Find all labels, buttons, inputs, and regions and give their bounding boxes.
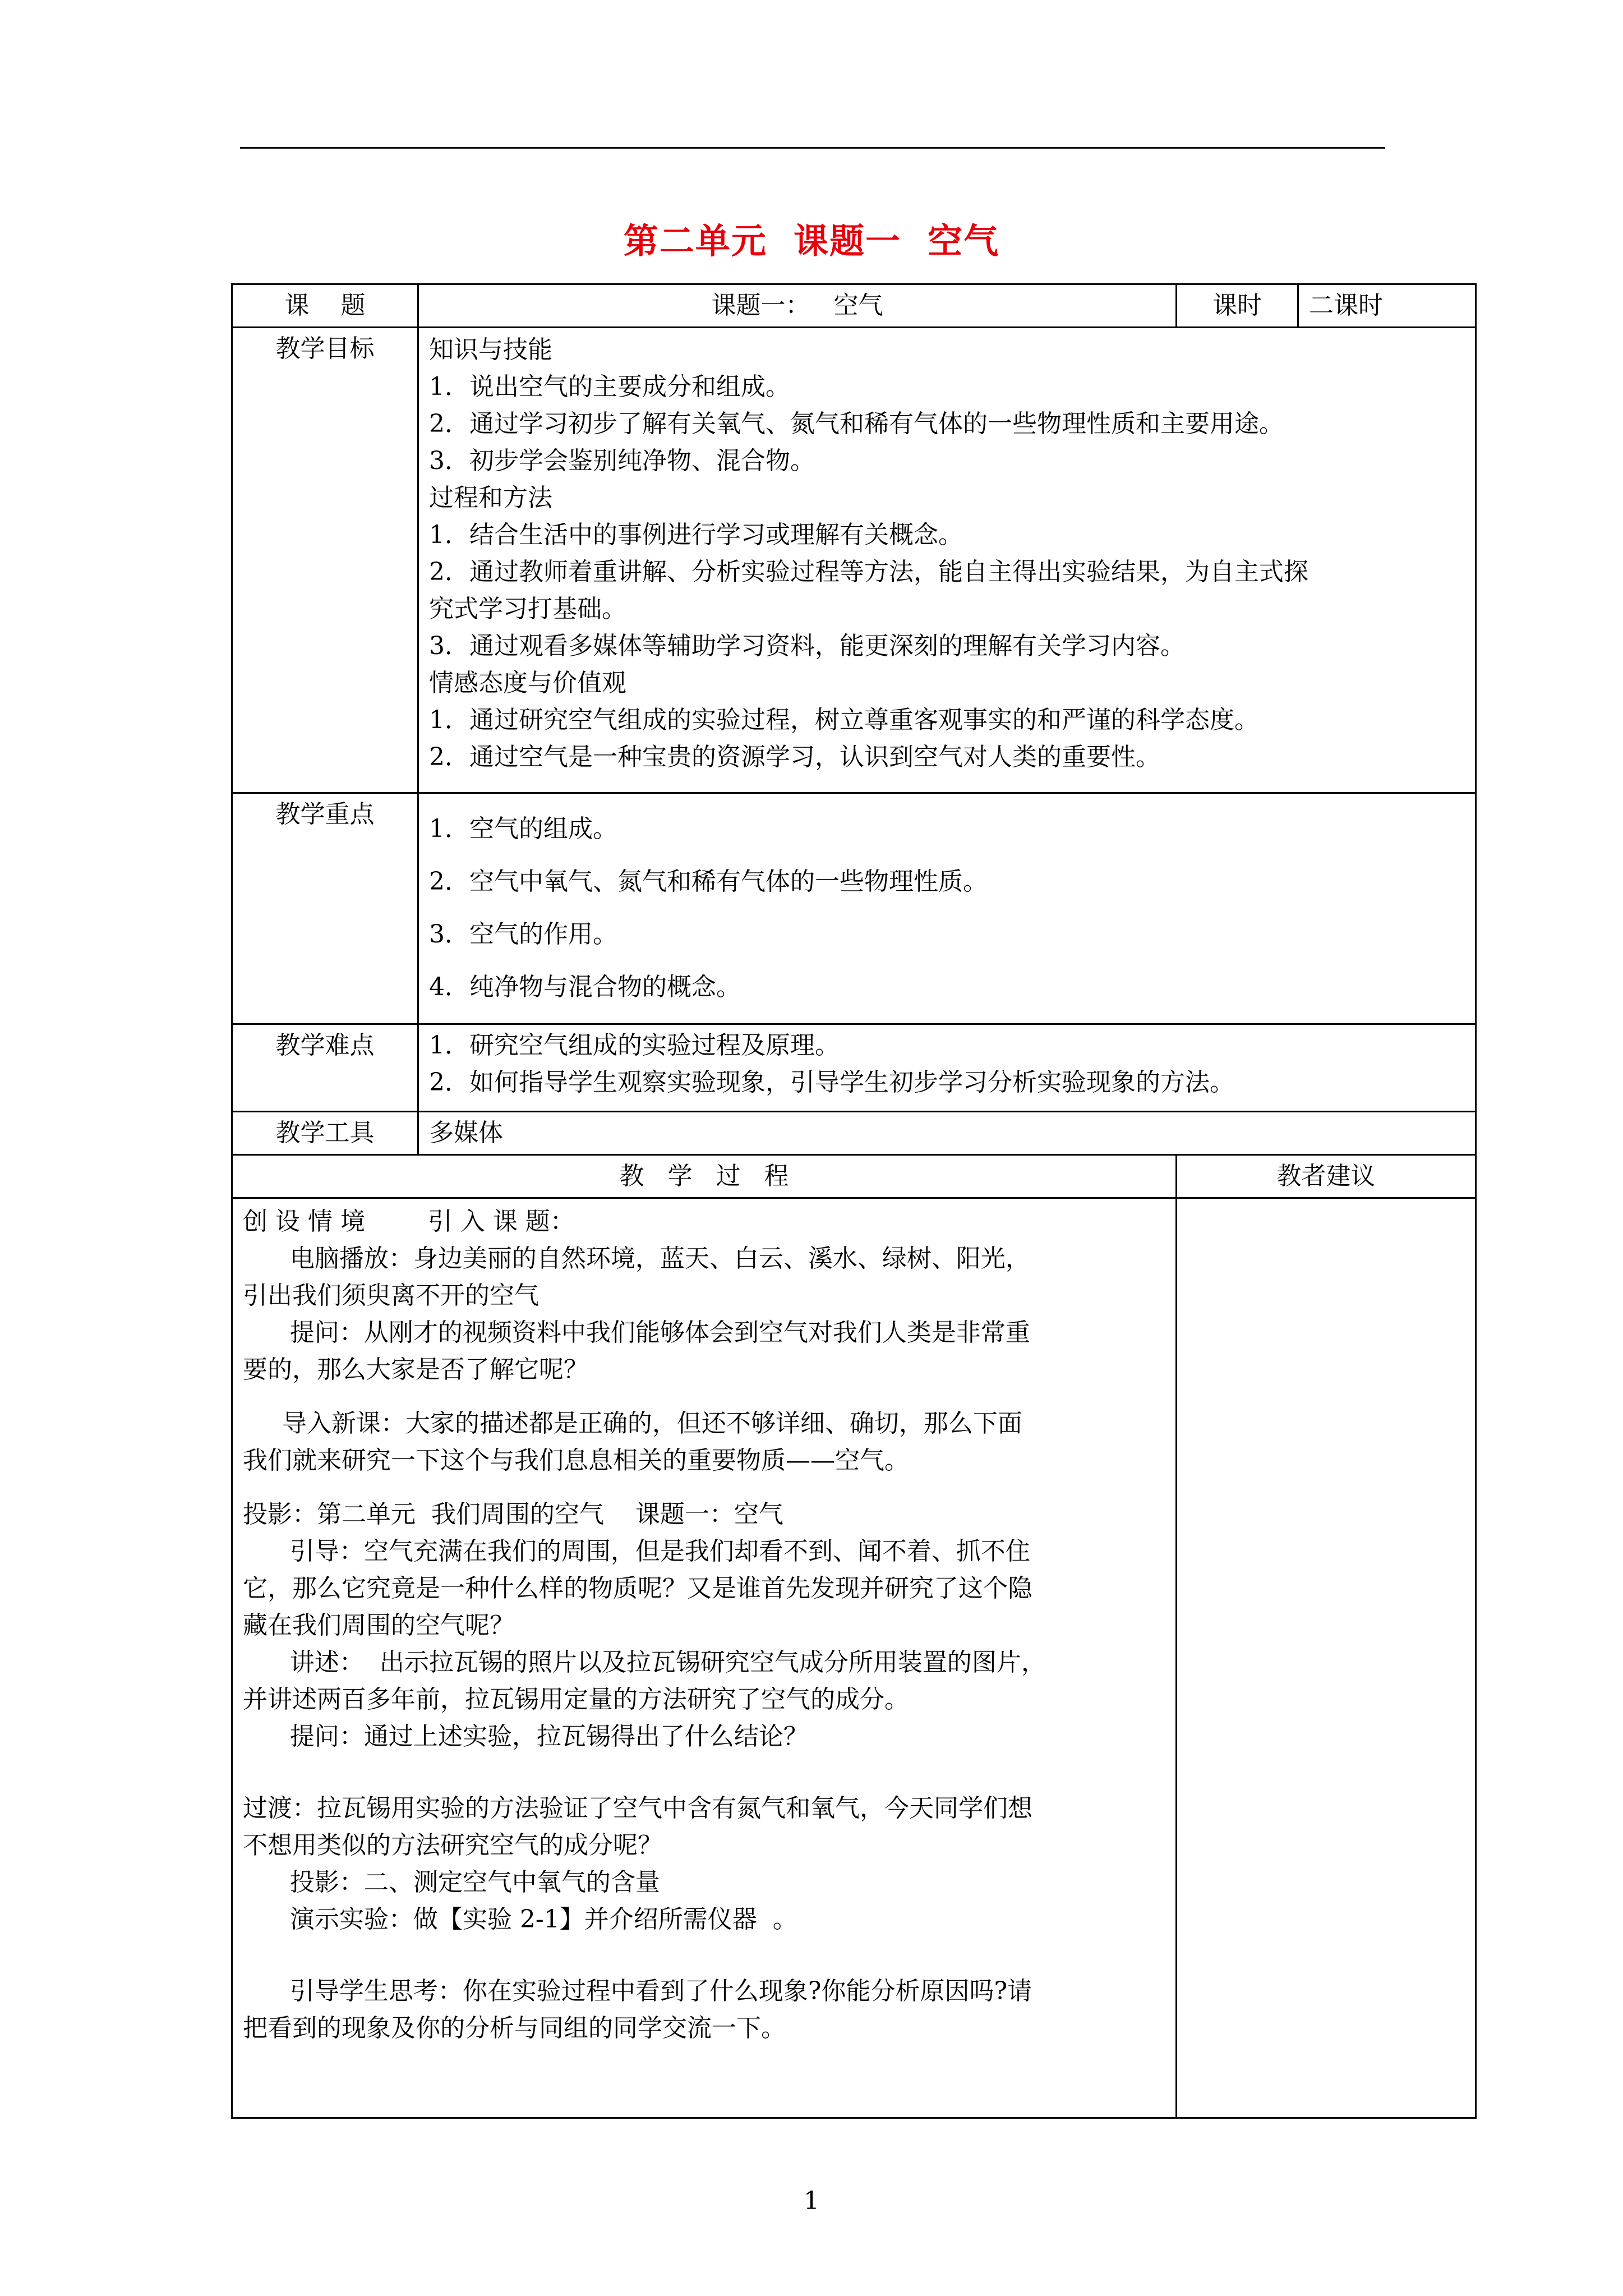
advice-content bbox=[1177, 1198, 1476, 2118]
page-number: 1 bbox=[804, 2187, 819, 2215]
process-line: 过渡：拉瓦锡用实验的方法验证了空气中含有氮气和氧气，今天同学们想 bbox=[243, 1794, 1032, 1823]
tools-row bbox=[232, 1112, 1476, 1155]
key-point-item: 1．空气的组成。 bbox=[429, 815, 617, 843]
process-line: 引导：空气充满在我们的周围，但是我们却看不到、闻不着、抓不住 bbox=[243, 1537, 1030, 1566]
objectives-label: 教学目标 bbox=[232, 328, 418, 793]
objectives-line: 过程和方法 bbox=[429, 484, 552, 512]
objectives-line: 知识与技能 bbox=[429, 335, 552, 364]
key-points-content bbox=[418, 793, 1476, 1024]
difficulties-row bbox=[232, 1024, 1476, 1112]
process-line: 不想用类似的方法研究空气的成分呢？ bbox=[243, 1831, 662, 1860]
lesson-plan-table bbox=[231, 283, 1477, 2119]
hours-label: 课时 bbox=[1177, 284, 1298, 328]
document-title: 第二单元 课题一 空气 bbox=[623, 220, 1000, 261]
objectives-line: 1．结合生活中的事例进行学习或理解有关概念。 bbox=[429, 521, 963, 549]
process-line: 讲述： 出示拉瓦锡的照片以及拉瓦锡研究空气成分所用装置的图片， bbox=[243, 1648, 1046, 1677]
objectives-line: 3．初步学会鉴别纯净物、混合物。 bbox=[429, 447, 815, 475]
key-points-row bbox=[232, 793, 1476, 1024]
process-line: 引出我们须臾离不开的空气 bbox=[243, 1281, 539, 1310]
difficulties-content bbox=[418, 1024, 1476, 1112]
objectives-line: 2．通过学习初步了解有关氧气、氮气和稀有气体的一些物理性质和主要用途。 bbox=[429, 409, 1284, 438]
objectives-row bbox=[232, 328, 1476, 793]
objectives-line: 2．通过空气是一种宝贵的资源学习，认识到空气对人类的重要性。 bbox=[429, 743, 1160, 771]
difficulty-item: 2．如何指导学生观察实验现象，引导学生初步学习分析实验现象的方法。 bbox=[429, 1068, 1234, 1097]
process-line: 藏在我们周围的空气呢？ bbox=[243, 1611, 514, 1640]
key-points-label: 教学重点 bbox=[232, 793, 418, 1024]
key-point-item: 4．纯净物与混合物的概念。 bbox=[429, 973, 741, 1001]
tools-label: 教学工具 bbox=[232, 1112, 418, 1155]
process-line: 投影：第二单元 我们周围的空气 课题一：空气 bbox=[243, 1500, 783, 1529]
process-content bbox=[232, 1198, 1177, 2118]
process-line: 它，那么它究竟是一种什么样的物质呢？又是谁首先发现并研究了这个隐 bbox=[243, 1574, 1032, 1603]
difficulty-item: 1．研究空气组成的实验过程及原理。 bbox=[429, 1031, 840, 1060]
key-point-item: 3．空气的作用。 bbox=[429, 920, 617, 949]
objectives-line: 3．通过观看多媒体等辅助学习资料，能更深刻的理解有关学习内容。 bbox=[429, 632, 1185, 660]
process-line: 投影：二、测定空气中氧气的含量 bbox=[243, 1868, 660, 1897]
difficulties-label: 教学难点 bbox=[232, 1024, 418, 1112]
topic-label: 课 题 bbox=[232, 284, 418, 328]
topic-row bbox=[232, 284, 1476, 328]
process-line: 要的，那么大家是否了解它呢？ bbox=[243, 1355, 588, 1384]
process-header-row bbox=[232, 1155, 1476, 1198]
objectives-line: 情感态度与价值观 bbox=[429, 669, 626, 697]
header-rule bbox=[240, 147, 1385, 149]
process-line: 把看到的现象及你的分析与同组的同学交流一下。 bbox=[243, 2014, 786, 2042]
process-line: 演示实验：做【实验 2-1】并介绍所需仪器 。 bbox=[243, 1905, 797, 1934]
process-header: 教 学 过 程 bbox=[232, 1155, 1177, 1198]
tools-value: 多媒体 bbox=[418, 1112, 1476, 1155]
objectives-line: 1．通过研究空气组成的实验过程，树立尊重客观事实的和严谨的科学态度。 bbox=[429, 706, 1259, 734]
process-line: 创 设 情 境 引 入 课 题： bbox=[243, 1207, 575, 1236]
process-line: 提问：通过上述实验，拉瓦锡得出了什么结论？ bbox=[243, 1722, 808, 1751]
process-line: 提问：从刚才的视频资料中我们能够体会到空气对我们人类是非常重 bbox=[243, 1318, 1030, 1347]
process-line: 导入新课：大家的描述都是正确的，但还不够详细、确切，那么下面 bbox=[243, 1409, 1022, 1438]
process-line: 引导学生思考：你在实验过程中看到了什么现象?你能分析原因吗?请 bbox=[243, 1977, 1032, 2005]
objectives-line: 2．通过教师着重讲解、分析实验过程等方法，能自主得出实验结果，为自主式探 bbox=[429, 558, 1308, 586]
process-line: 并讲述两百多年前，拉瓦锡用定量的方法研究了空气的成分。 bbox=[243, 1685, 909, 1714]
key-point-item: 2．空气中氧气、氮气和稀有气体的一些物理性质。 bbox=[429, 867, 988, 896]
objectives-content bbox=[418, 328, 1476, 793]
process-row bbox=[232, 1198, 1476, 2118]
objectives-line: 究式学习打基础。 bbox=[429, 595, 626, 623]
advice-header: 教者建议 bbox=[1177, 1155, 1476, 1198]
process-line: 我们就来研究一下这个与我们息息相关的重要物质——空气。 bbox=[243, 1446, 909, 1475]
topic-value: 课题一： 空气 bbox=[418, 284, 1177, 328]
process-line: 电脑播放：身边美丽的自然环境，蓝天、白云、溪水、绿树、阳光， bbox=[243, 1244, 1030, 1273]
objectives-line: 1．说出空气的主要成分和组成。 bbox=[429, 372, 790, 401]
hours-value: 二课时 bbox=[1298, 284, 1476, 328]
